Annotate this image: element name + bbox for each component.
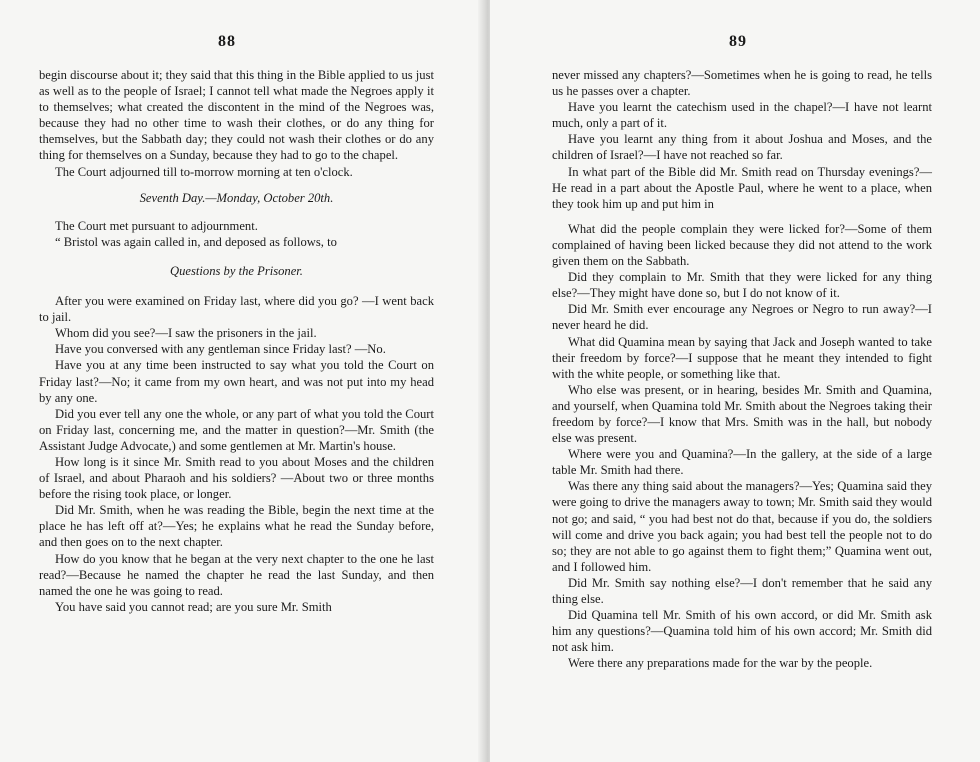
page-number-left: 88 — [218, 33, 236, 50]
day-heading: Seventh Day.—Monday, October 20th. — [139, 190, 334, 205]
paragraph: Did they complain to Mr. Smith that they were licked for any thing else?—They might have done so, but I do not know of it. — [552, 270, 932, 301]
paragraph: Did Mr. Smith ever encourage any Negroes or Negro to run away?—I never heard he did. — [552, 302, 932, 333]
paragraph: Who else was present, or in hearing, besides Mr. Smith and Quamina, and yourself, when Quamina told Mr. Smith about the Negroes taking their freedom by force?—I know that Mrs. Smith was in the hall, but nobody else was present. — [552, 382, 932, 446]
right-page — [490, 0, 980, 762]
paragraph: never missed any chapters?—Sometimes when he is going to read, he tells us he passes over a chapter. — [552, 68, 932, 99]
paragraph: How long is it since Mr. Smith read to you about Moses and the children of Israel, and about Pharaoh and his soldiers? —About two or three months before the rising took place, or longer. — [39, 454, 434, 502]
paragraph: Whom did you see?—I saw the prisoners in the jail. — [55, 326, 317, 341]
paragraph: Did Mr. Smith, when he was reading the Bible, begin the next time at the place he has left off at?—Yes; he explains what he read the Sunday before, and then goes on to the next chapter. — [39, 503, 434, 550]
paragraph: Did you ever tell any one the whole, or any part of what you told the Court on Friday last, concerning me, and the matter in question?—Mr. Smith (the Assistant Judge Advocate,) and some gentlemen at Mr. Martin's house. — [39, 406, 434, 453]
paragraph: In what part of the Bible did Mr. Smith read on Thursday evenings?—He read in a part about the Apostle Paul, where he went to a place, when they took him up and put him in — [552, 164, 932, 211]
paragraph: Have you learnt the catechism used in the chapel?—I have not learnt much, only a part of it. — [552, 100, 932, 131]
paragraph: After you were examined on Friday last, where did you go? —I went back to jail. — [39, 294, 434, 325]
left-page — [0, 0, 484, 762]
paragraph: Was there any thing said about the managers?—Yes; Quamina said they were going to drive the managers away to town; Mr. Smith said they would not go; and said, “ you had best not do that, because if you do, the soldiers will come and drive you back again; you had best tell the people not to do so; they are not able to go against them to fight them;” Quamina went out, and I followed him. — [552, 479, 932, 574]
paragraph: begin discourse about it; they said that this thing in the Bible applied to us just as well as to the people of Israel; I cannot tell what made the Negroes apply it to themselves; what created the discontent in the mind of the Negroes was, because they had no other time to wash their clothes, or do any thing for themselves, but the Sabbath day; they could not wash their clothes or do any thing for themselves on a Sunday, because they had to go to the chapel. — [39, 68, 434, 163]
paragraph: The Court adjourned till to-morrow morning at ten o'clock. — [55, 164, 353, 179]
paragraph: Did Mr. Smith say nothing else?—I don't remember that he said any thing else. — [552, 575, 932, 606]
paragraph: Did Quamina tell Mr. Smith of his own accord, or did Mr. Smith ask him any questions?—Quamina told him of his own accord; Mr. Smith did not ask him. — [552, 608, 932, 655]
paragraph: Have you at any time been instructed to say what you told the Court on Friday last?—No; it came from my own heart, and was not put into my head by any one. — [39, 358, 434, 405]
paragraph: “ Bristol was again called in, and deposed as follows, to — [55, 234, 337, 249]
page-number-right: 89 — [729, 33, 747, 50]
paragraph: Where were you and Quamina?—In the gallery, at the side of a large table Mr. Smith had there. — [552, 447, 932, 478]
paragraph: Have you conversed with any gentleman since Friday last? —No. — [55, 342, 386, 357]
paragraph: How do you know that he began at the very next chapter to the one he last read?—Because he named the chapter he read the last Sunday, and then named the one he was going to read. — [39, 551, 434, 598]
paragraph: The Court met pursuant to adjournment. — [55, 218, 258, 233]
paragraph: You have said you cannot read; are you sure Mr. Smith — [55, 599, 332, 614]
section-subheading: Questions by the Prisoner. — [170, 263, 303, 278]
paragraph: What did the people complain they were licked for?—Some of them complained of having been licked because they did not attend to the work given them on the Sabbath. — [552, 221, 932, 269]
right-page-text — [552, 67, 932, 671]
left-page-text — [39, 67, 434, 615]
paragraph: What did Quamina mean by saying that Jack and Joseph wanted to take their freedom by force?—I suppose that he meant they intended to fight with the white people, or something like that. — [552, 334, 932, 381]
paragraph: Were there any preparations made for the war by the people. — [568, 656, 873, 671]
paragraph: Have you learnt any thing from it about Joshua and Moses, and the children of Israel?—I have not reached so far. — [552, 132, 932, 163]
